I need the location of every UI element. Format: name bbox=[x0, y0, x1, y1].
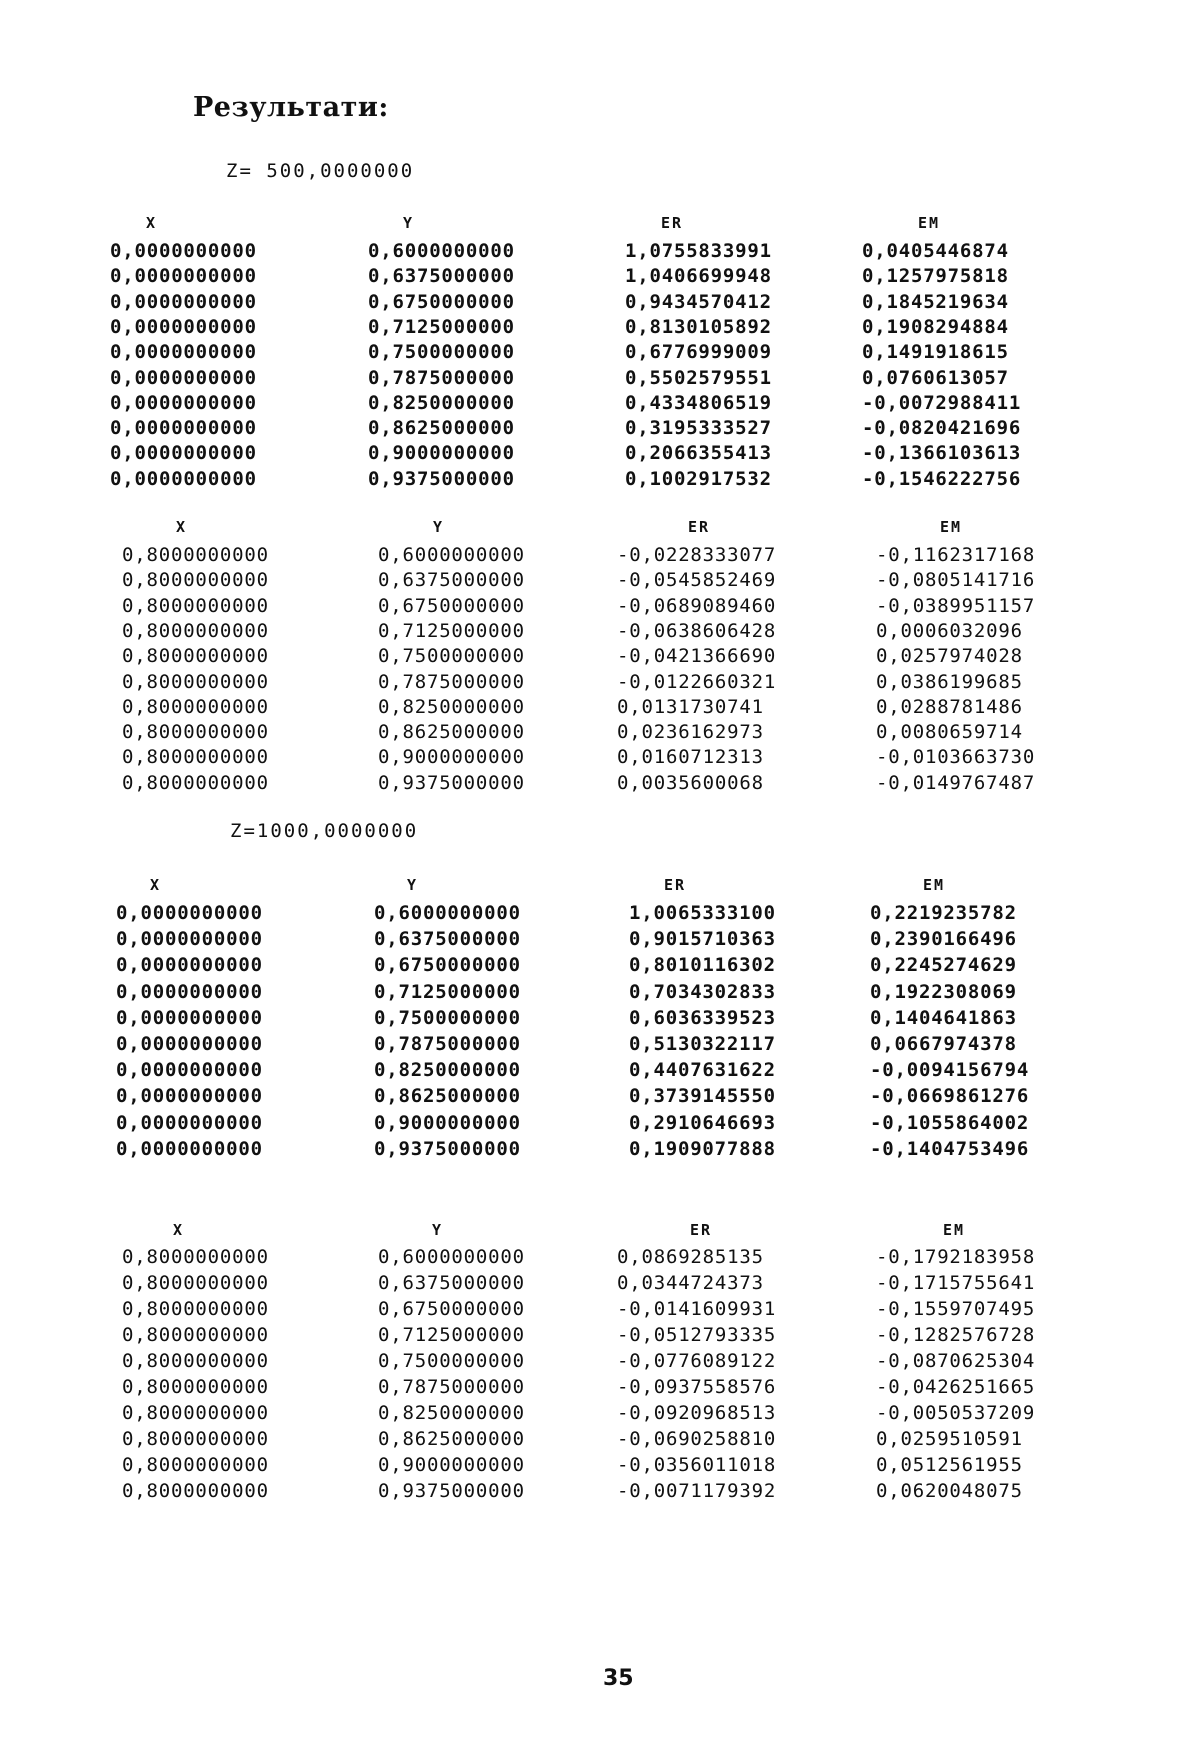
table-1-cell-er: 0,2066355413 bbox=[625, 442, 772, 464]
table-4-cell-er: -0,0920968513 bbox=[617, 1402, 777, 1424]
table-3-header-x: X bbox=[150, 876, 162, 894]
table-1-cell-y: 0,6750000000 bbox=[368, 291, 515, 313]
table-1-cell-y: 0,6375000000 bbox=[368, 265, 515, 287]
table-4-cell-x: 0,8000000000 bbox=[122, 1324, 269, 1346]
table-4-cell-er: -0,0356011018 bbox=[617, 1454, 777, 1476]
table-3-cell-em: 0,2219235782 bbox=[870, 902, 1017, 924]
table-3-cell-x: 0,0000000000 bbox=[116, 1085, 263, 1107]
table-4-cell-y: 0,9375000000 bbox=[378, 1480, 525, 1502]
table-3-cell-y: 0,6375000000 bbox=[374, 928, 521, 950]
table-2-header-er: ER bbox=[688, 518, 711, 536]
table-3-cell-y: 0,7500000000 bbox=[374, 1007, 521, 1029]
table-4-cell-em: 0,0620048075 bbox=[876, 1480, 1023, 1502]
table-3-cell-y: 0,6000000000 bbox=[374, 902, 521, 924]
table-3-cell-em: -0,0669861276 bbox=[870, 1085, 1030, 1107]
table-4-cell-y: 0,7500000000 bbox=[378, 1350, 525, 1372]
table-2-cell-x: 0,8000000000 bbox=[122, 671, 269, 693]
table-2-cell-y: 0,6375000000 bbox=[378, 569, 525, 591]
table-1-cell-y: 0,7875000000 bbox=[368, 367, 515, 389]
table-4-cell-em: -0,0870625304 bbox=[876, 1350, 1036, 1372]
table-1-cell-x: 0,0000000000 bbox=[110, 392, 257, 414]
table-1-cell-em: -0,1366103613 bbox=[862, 442, 1022, 464]
table-4-cell-x: 0,8000000000 bbox=[122, 1376, 269, 1398]
table-3-cell-em: 0,2390166496 bbox=[870, 928, 1017, 950]
table-3-cell-er: 0,6036339523 bbox=[629, 1007, 776, 1029]
table-3-cell-er: 1,0065333100 bbox=[629, 902, 776, 924]
table-3-cell-em: -0,0094156794 bbox=[870, 1059, 1030, 1081]
table-4-cell-x: 0,8000000000 bbox=[122, 1480, 269, 1502]
table-3-cell-x: 0,0000000000 bbox=[116, 902, 263, 924]
table-4-cell-y: 0,9000000000 bbox=[378, 1454, 525, 1476]
table-3-cell-em: 0,0667974378 bbox=[870, 1033, 1017, 1055]
table-2-cell-er: -0,0638606428 bbox=[617, 620, 777, 642]
table-4-cell-em: -0,0426251665 bbox=[876, 1376, 1036, 1398]
table-4-cell-y: 0,8625000000 bbox=[378, 1428, 525, 1450]
z-label-1000: Z=1000,0000000 bbox=[230, 820, 419, 842]
table-3-header-em: EM bbox=[923, 876, 946, 894]
table-4-cell-y: 0,7875000000 bbox=[378, 1376, 525, 1398]
table-4-cell-em: -0,1559707495 bbox=[876, 1298, 1036, 1320]
table-3-cell-er: 0,9015710363 bbox=[629, 928, 776, 950]
table-1-cell-er: 1,0755833991 bbox=[625, 240, 772, 262]
table-1-cell-em: 0,1845219634 bbox=[862, 291, 1009, 313]
table-4-cell-em: 0,0259510591 bbox=[876, 1428, 1023, 1450]
table-4-cell-er: -0,0776089122 bbox=[617, 1350, 777, 1372]
table-1-cell-x: 0,0000000000 bbox=[110, 240, 257, 262]
table-1-cell-er: 1,0406699948 bbox=[625, 265, 772, 287]
table-3-cell-y: 0,9000000000 bbox=[374, 1112, 521, 1134]
table-2-cell-y: 0,9000000000 bbox=[378, 746, 525, 768]
table-3-cell-y: 0,6750000000 bbox=[374, 954, 521, 976]
table-4-cell-er: -0,0690258810 bbox=[617, 1428, 777, 1450]
table-3-header-er: ER bbox=[664, 876, 687, 894]
table-4-cell-y: 0,6750000000 bbox=[378, 1298, 525, 1320]
table-4-cell-y: 0,8250000000 bbox=[378, 1402, 525, 1424]
table-3-cell-x: 0,0000000000 bbox=[116, 954, 263, 976]
table-3-cell-x: 0,0000000000 bbox=[116, 928, 263, 950]
table-1-cell-er: 0,1002917532 bbox=[625, 468, 772, 490]
table-2-cell-y: 0,8250000000 bbox=[378, 696, 525, 718]
table-3-cell-er: 0,1909077888 bbox=[629, 1138, 776, 1160]
table-3-cell-x: 0,0000000000 bbox=[116, 1007, 263, 1029]
table-2-cell-em: -0,0103663730 bbox=[876, 746, 1036, 768]
table-3-cell-em: 0,2245274629 bbox=[870, 954, 1017, 976]
table-1-cell-x: 0,0000000000 bbox=[110, 417, 257, 439]
table-3-cell-em: -0,1404753496 bbox=[870, 1138, 1030, 1160]
table-2-cell-y: 0,7125000000 bbox=[378, 620, 525, 642]
table-4-header-em: EM bbox=[943, 1221, 966, 1239]
table-2-cell-y: 0,9375000000 bbox=[378, 772, 525, 794]
table-1-cell-em: -0,0820421696 bbox=[862, 417, 1022, 439]
table-2-cell-em: 0,0386199685 bbox=[876, 671, 1023, 693]
table-1-header-x: X bbox=[146, 214, 158, 232]
table-1-cell-y: 0,8625000000 bbox=[368, 417, 515, 439]
table-4-cell-er: -0,0937558576 bbox=[617, 1376, 777, 1398]
table-2-cell-er: 0,0131730741 bbox=[617, 696, 764, 718]
table-2-cell-x: 0,8000000000 bbox=[122, 595, 269, 617]
table-1-cell-x: 0,0000000000 bbox=[110, 341, 257, 363]
table-1-header-er: ER bbox=[661, 214, 684, 232]
table-2-header-y: Y bbox=[433, 518, 445, 536]
table-2-cell-er: -0,0689089460 bbox=[617, 595, 777, 617]
table-2-cell-y: 0,6000000000 bbox=[378, 544, 525, 566]
table-1-cell-em: 0,1908294884 bbox=[862, 316, 1009, 338]
table-1-cell-y: 0,8250000000 bbox=[368, 392, 515, 414]
table-2-cell-x: 0,8000000000 bbox=[122, 620, 269, 642]
table-4-cell-em: -0,1282576728 bbox=[876, 1324, 1036, 1346]
table-4-cell-er: -0,0141609931 bbox=[617, 1298, 777, 1320]
table-2-cell-x: 0,8000000000 bbox=[122, 772, 269, 794]
table-2-cell-er: -0,0421366690 bbox=[617, 645, 777, 667]
table-2-cell-em: 0,0080659714 bbox=[876, 721, 1023, 743]
table-3-cell-y: 0,7875000000 bbox=[374, 1033, 521, 1055]
table-4-cell-x: 0,8000000000 bbox=[122, 1246, 269, 1268]
table-3-cell-y: 0,8625000000 bbox=[374, 1085, 521, 1107]
table-3-cell-er: 0,2910646693 bbox=[629, 1112, 776, 1134]
table-2-cell-x: 0,8000000000 bbox=[122, 569, 269, 591]
table-3-cell-er: 0,4407631622 bbox=[629, 1059, 776, 1081]
table-1-cell-em: 0,1257975818 bbox=[862, 265, 1009, 287]
table-4-header-x: X bbox=[173, 1221, 185, 1239]
results-heading: Результати: bbox=[193, 92, 389, 123]
table-2-cell-em: -0,0389951157 bbox=[876, 595, 1036, 617]
table-1-cell-x: 0,0000000000 bbox=[110, 265, 257, 287]
table-1-cell-y: 0,9000000000 bbox=[368, 442, 515, 464]
table-2-cell-x: 0,8000000000 bbox=[122, 645, 269, 667]
table-2-cell-er: -0,0228333077 bbox=[617, 544, 777, 566]
table-1-cell-x: 0,0000000000 bbox=[110, 367, 257, 389]
table-1-cell-em: 0,0760613057 bbox=[862, 367, 1009, 389]
table-4-cell-x: 0,8000000000 bbox=[122, 1428, 269, 1450]
table-2-cell-er: -0,0545852469 bbox=[617, 569, 777, 591]
table-4-cell-em: 0,0512561955 bbox=[876, 1454, 1023, 1476]
table-4-cell-em: -0,1715755641 bbox=[876, 1272, 1036, 1294]
table-3-cell-x: 0,0000000000 bbox=[116, 981, 263, 1003]
table-3-cell-em: 0,1404641863 bbox=[870, 1007, 1017, 1029]
table-3-cell-x: 0,0000000000 bbox=[116, 1112, 263, 1134]
table-1-header-em: EM bbox=[918, 214, 941, 232]
table-2-cell-x: 0,8000000000 bbox=[122, 721, 269, 743]
table-4-cell-y: 0,6375000000 bbox=[378, 1272, 525, 1294]
table-2-cell-er: 0,0035600068 bbox=[617, 772, 764, 794]
table-3-cell-y: 0,8250000000 bbox=[374, 1059, 521, 1081]
table-3-cell-er: 0,8010116302 bbox=[629, 954, 776, 976]
table-4-cell-x: 0,8000000000 bbox=[122, 1454, 269, 1476]
page-number: 35 bbox=[603, 1666, 634, 1691]
table-1-cell-x: 0,0000000000 bbox=[110, 442, 257, 464]
table-2-cell-y: 0,7875000000 bbox=[378, 671, 525, 693]
table-4-cell-em: -0,1792183958 bbox=[876, 1246, 1036, 1268]
table-2-cell-y: 0,6750000000 bbox=[378, 595, 525, 617]
table-2-cell-em: -0,1162317168 bbox=[876, 544, 1036, 566]
table-1-cell-er: 0,9434570412 bbox=[625, 291, 772, 313]
table-4-cell-x: 0,8000000000 bbox=[122, 1298, 269, 1320]
table-3-cell-x: 0,0000000000 bbox=[116, 1138, 263, 1160]
table-3-cell-x: 0,0000000000 bbox=[116, 1059, 263, 1081]
table-1-cell-y: 0,9375000000 bbox=[368, 468, 515, 490]
table-2-cell-er: 0,0236162973 bbox=[617, 721, 764, 743]
table-2-cell-em: 0,0257974028 bbox=[876, 645, 1023, 667]
table-2-header-x: X bbox=[176, 518, 188, 536]
z-label-500: Z= 500,0000000 bbox=[226, 160, 415, 182]
table-4-cell-y: 0,7125000000 bbox=[378, 1324, 525, 1346]
table-1-cell-y: 0,6000000000 bbox=[368, 240, 515, 262]
table-1-header-y: Y bbox=[403, 214, 415, 232]
table-1-cell-er: 0,5502579551 bbox=[625, 367, 772, 389]
table-3-cell-er: 0,7034302833 bbox=[629, 981, 776, 1003]
table-1-cell-em: -0,0072988411 bbox=[862, 392, 1022, 414]
table-1-cell-em: 0,1491918615 bbox=[862, 341, 1009, 363]
table-4-cell-y: 0,6000000000 bbox=[378, 1246, 525, 1268]
table-1-cell-em: 0,0405446874 bbox=[862, 240, 1009, 262]
table-4-cell-x: 0,8000000000 bbox=[122, 1272, 269, 1294]
table-2-cell-er: 0,0160712313 bbox=[617, 746, 764, 768]
table-4-header-er: ER bbox=[690, 1221, 713, 1239]
table-4-cell-x: 0,8000000000 bbox=[122, 1350, 269, 1372]
table-3-cell-er: 0,3739145550 bbox=[629, 1085, 776, 1107]
table-3-cell-y: 0,7125000000 bbox=[374, 981, 521, 1003]
table-4-cell-er: 0,0344724373 bbox=[617, 1272, 764, 1294]
table-3-cell-er: 0,5130322117 bbox=[629, 1033, 776, 1055]
table-1-cell-x: 0,0000000000 bbox=[110, 316, 257, 338]
table-1-cell-er: 0,6776999009 bbox=[625, 341, 772, 363]
table-1-cell-y: 0,7500000000 bbox=[368, 341, 515, 363]
table-4-cell-x: 0,8000000000 bbox=[122, 1402, 269, 1424]
table-1-cell-x: 0,0000000000 bbox=[110, 291, 257, 313]
table-2-cell-y: 0,8625000000 bbox=[378, 721, 525, 743]
table-2-cell-em: -0,0149767487 bbox=[876, 772, 1036, 794]
table-2-cell-y: 0,7500000000 bbox=[378, 645, 525, 667]
table-4-cell-er: 0,0869285135 bbox=[617, 1246, 764, 1268]
table-2-cell-em: 0,0288781486 bbox=[876, 696, 1023, 718]
table-1-cell-y: 0,7125000000 bbox=[368, 316, 515, 338]
table-2-cell-x: 0,8000000000 bbox=[122, 544, 269, 566]
table-2-cell-er: -0,0122660321 bbox=[617, 671, 777, 693]
table-1-cell-er: 0,8130105892 bbox=[625, 316, 772, 338]
table-2-header-em: EM bbox=[940, 518, 963, 536]
table-3-cell-em: -0,1055864002 bbox=[870, 1112, 1030, 1134]
table-4-header-y: Y bbox=[432, 1221, 444, 1239]
table-2-cell-x: 0,8000000000 bbox=[122, 746, 269, 768]
table-4-cell-em: -0,0050537209 bbox=[876, 1402, 1036, 1424]
table-2-cell-em: 0,0006032096 bbox=[876, 620, 1023, 642]
table-3-header-y: Y bbox=[407, 876, 419, 894]
table-3-cell-x: 0,0000000000 bbox=[116, 1033, 263, 1055]
table-3-cell-em: 0,1922308069 bbox=[870, 981, 1017, 1003]
table-2-cell-em: -0,0805141716 bbox=[876, 569, 1036, 591]
table-1-cell-x: 0,0000000000 bbox=[110, 468, 257, 490]
table-4-cell-er: -0,0071179392 bbox=[617, 1480, 777, 1502]
table-4-cell-er: -0,0512793335 bbox=[617, 1324, 777, 1346]
table-3-cell-y: 0,9375000000 bbox=[374, 1138, 521, 1160]
table-1-cell-er: 0,4334806519 bbox=[625, 392, 772, 414]
table-1-cell-em: -0,1546222756 bbox=[862, 468, 1022, 490]
table-2-cell-x: 0,8000000000 bbox=[122, 696, 269, 718]
table-1-cell-er: 0,3195333527 bbox=[625, 417, 772, 439]
